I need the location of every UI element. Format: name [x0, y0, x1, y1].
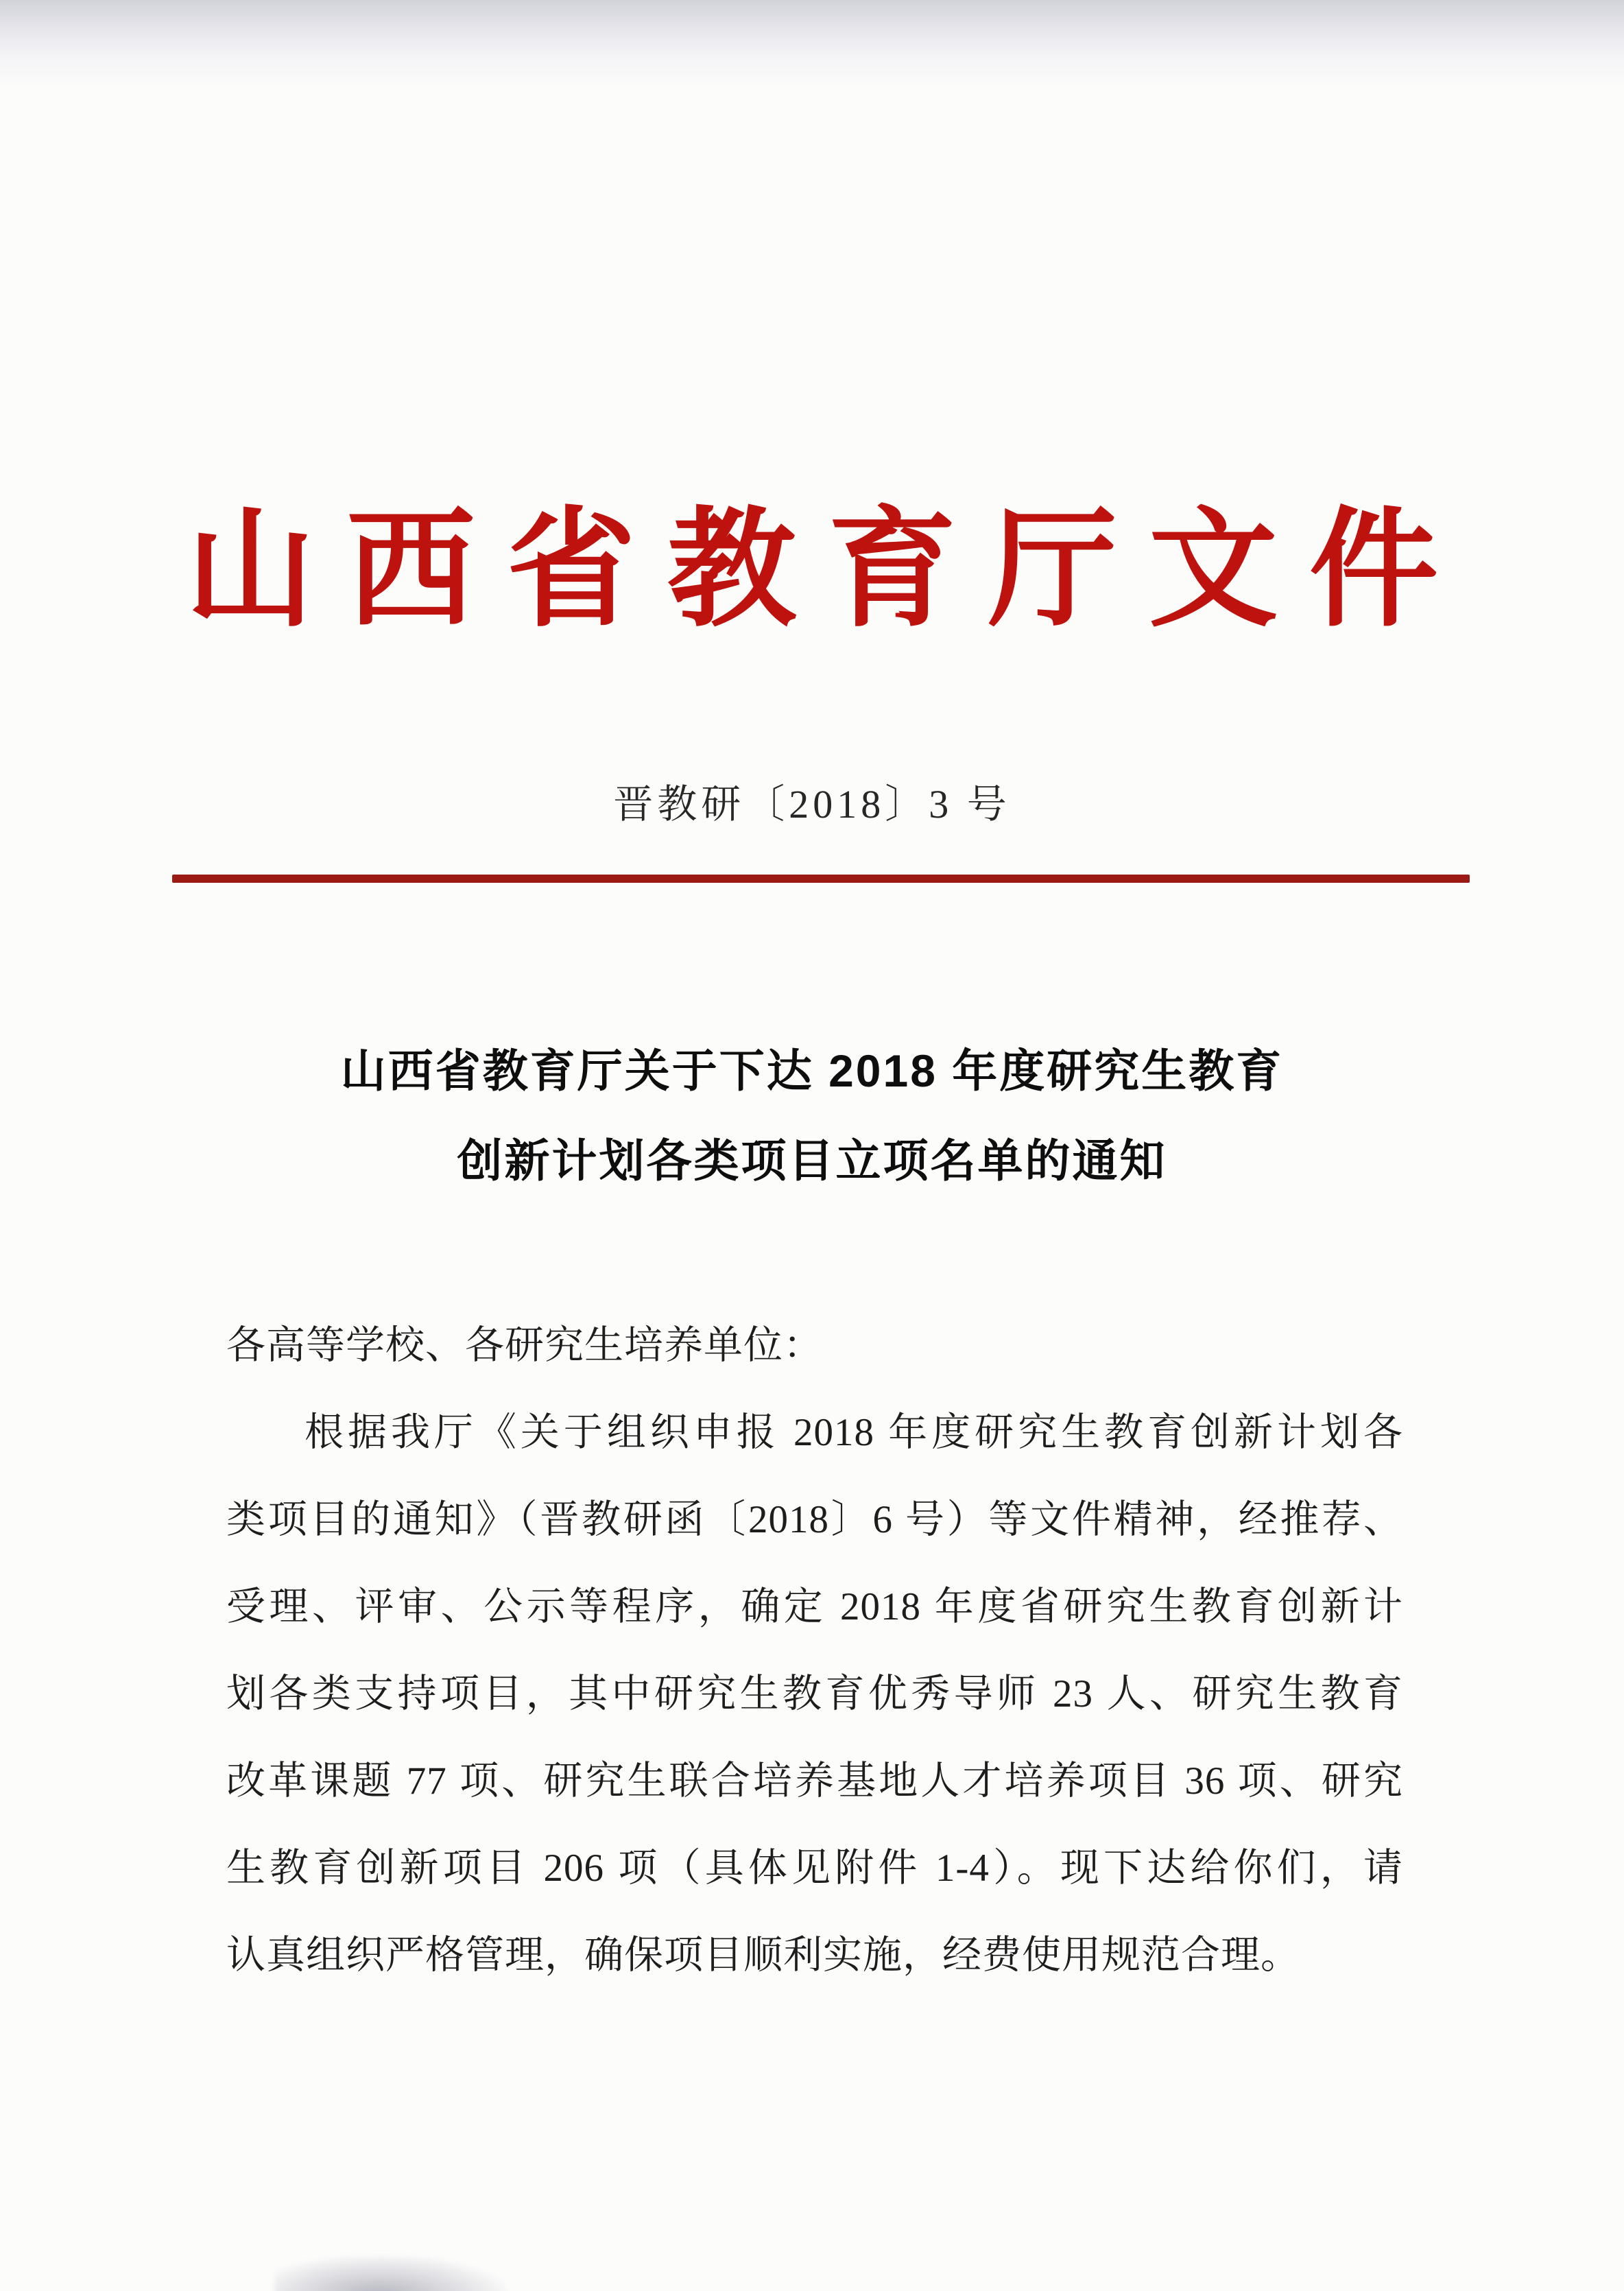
body-line-1: 根据我厅《关于组织申报 2018 年度研究生教育创新计划各 — [304, 1411, 1403, 1454]
body-line-2: 类项目的通知》（晋教研函〔2018〕6 号）等文件精神，经推荐、 — [226, 1498, 1403, 1541]
body-line-4: 划各类支持项目，其中研究生教育优秀导师 23 人、研究生教育 — [226, 1672, 1403, 1716]
scan-artifact-top-shade — [0, 0, 1624, 89]
salutation-line: 各高等学校、各研究生培养单位： — [226, 1324, 823, 1367]
body-line-3: 受理、评审、公示等程序，确定 2018 年度省研究生教育创新计 — [226, 1585, 1403, 1628]
body-line-5: 改革课题 77 项、研究生联合培养基地人才培养项目 36 项、研究 — [226, 1759, 1403, 1803]
document-title-line-2: 创新计划各类项目立项名单的通知 — [457, 1135, 1167, 1186]
red-divider-line — [172, 875, 1470, 883]
body-line-7: 认真组织严格管理，确保项目顺利实施，经费使用规范合理。 — [226, 1934, 1300, 1977]
scan-artifact-bottom-smudge — [274, 2255, 508, 2291]
document-number: 晋教研〔2018〕3 号 — [613, 782, 1011, 827]
document-title-line-1: 山西省教育厅关于下达 2018 年度研究生教育 — [340, 1045, 1284, 1096]
document-title — [0, 1026, 1624, 1206]
agency-masthead-title: 山西省教育厅文件 — [186, 499, 1470, 642]
body-line-6: 生教育创新项目 206 项（具体见附件 1-4）。现下达给你们，请 — [226, 1847, 1403, 1890]
document-body — [226, 1302, 1403, 1999]
